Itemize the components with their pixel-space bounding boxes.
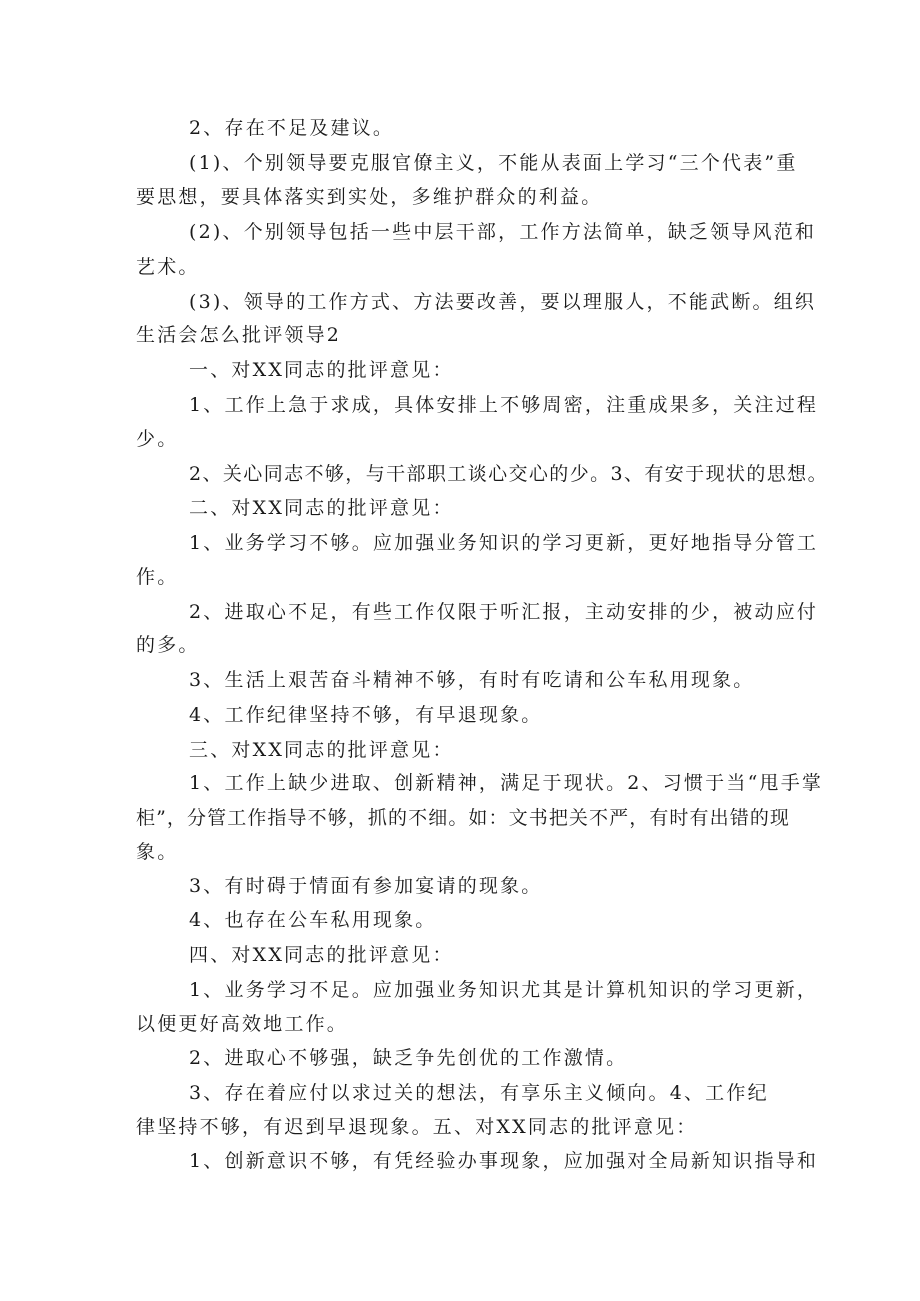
text-line: 2、关心同志不够，与干部职工谈心交心的少。3、有安于现状的思想。 [189, 463, 828, 485]
text-line: 作。 [136, 566, 179, 588]
text-line: 1、工作上急于求成，具体安排上不够周密，注重成果多，关注过程 [189, 394, 819, 416]
text-line: 2、进取心不够强，缺乏争先创优的工作激情。 [189, 1047, 628, 1069]
text-line: 三、对XX同志的批评意见： [189, 739, 454, 761]
text-line: 3、生活上艰苦奋斗精神不够，有时有吃请和公车私用现象。 [189, 669, 755, 691]
text-line: 4、也存在公车私用现象。 [189, 909, 437, 931]
text-line: 3、有时碍于情面有参加宴请的现象。 [189, 875, 543, 897]
text-line: 二、对XX同志的批评意见： [189, 497, 454, 519]
text-line: 4、工作纪律坚持不够，有早退现象。 [189, 704, 543, 726]
text-line: (1)、个别领导要克服官僚主义，不能从表面上学习“三个代表”重 [189, 152, 798, 174]
text-line: 以便更好高效地工作。 [136, 1013, 349, 1035]
text-line: 1、业务学习不足。应加强业务知识尤其是计算机知识的学习更新， [189, 979, 819, 1001]
text-line: (3)、领导的工作方式、方法要改善，要以理服人，不能武断。组织 [189, 291, 817, 313]
text-line: 1、工作上缺少进取、创新精神，满足于现状。2、习惯于当“甩手掌 [189, 772, 824, 794]
text-line: 律坚持不够，有迟到早退现象。五、对XX同志的批评意见： [136, 1116, 698, 1138]
text-line: 少。 [136, 428, 179, 450]
text-line: 四、对XX同志的批评意见： [189, 944, 454, 966]
text-line: 1、业务学习不够。应加强业务知识的学习更新，更好地指导分管工 [189, 532, 819, 554]
text-line: 要思想，要具体落实到实处，多维护群众的利益。 [136, 186, 603, 208]
text-line: 艺术。 [136, 256, 200, 278]
text-line: (2)、个别领导包括一些中层干部，工作方法简单，缺乏领导风范和 [189, 221, 817, 243]
text-line: 1、创新意识不够，有凭经验办事现象，应加强对全局新知识指导和 [189, 1150, 819, 1172]
text-line: 生活会怎么批评领导2 [136, 324, 342, 346]
text-line: 柜”，分管工作指导不够，抓的不细。如：文书把关不严，有时有出错的现 [136, 807, 791, 829]
text-line: 的多。 [136, 634, 200, 656]
text-line: 3、存在着应付以求过关的想法，有享乐主义倾向。4、工作纪 [189, 1082, 769, 1104]
text-line: 2、进取心不足，有些工作仅限于听汇报，主动安排的少，被动应付 [189, 601, 819, 623]
text-line: 2、存在不足及建议。 [189, 117, 395, 139]
text-line: 象。 [136, 841, 179, 863]
text-line: 一、对XX同志的批评意见： [189, 359, 454, 381]
